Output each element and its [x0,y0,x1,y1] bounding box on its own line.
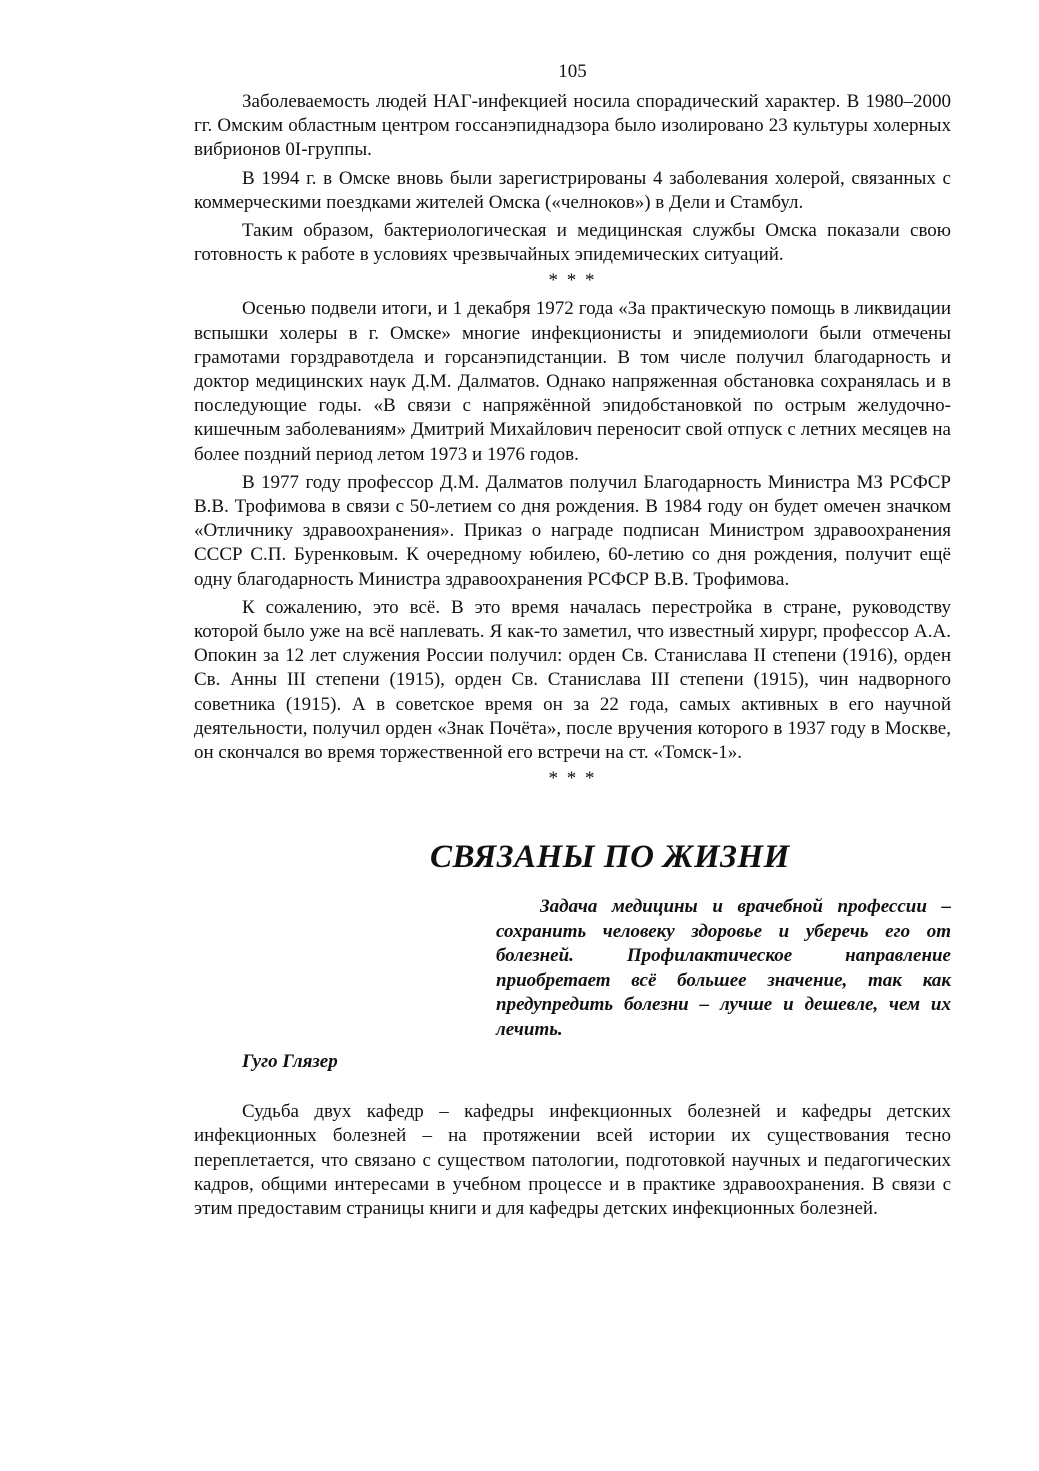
book-page [194,60,951,1225]
paragraph-two-departments: Судьба двух кафедр – кафедры инфекционных болезней и кафедры детских инфекционных болезней – на протяжении всей истории их существования тесно переплетается, что связано с существом патологии, подготовкой научных и педагогических кадров, общими интересами в учебном процессе и в практике здравоохранения. В связи с этим предоставим страницы книги и для кафедры детских инфекционных болезней. [194,1101,951,1220]
paragraph-autumn-1972: Осенью подвели итоги, и 1 декабря 1972 года «За практическую помощь в ликвидации вспышки холеры в г. Омске» многие инфекционисты и эпидемиологи были отмечены грамотами горздравотдела и горсанэпидстанции. В том числе получил благодарность и доктор медицинских наук Д.М. Далматов. Однако напряженная обстановка сохранялась и в последующие годы. «В связи с напряжённой эпидобстановкой по острым желудочно-кишечным заболеваниям» Дмитрий Михайлович переносит свой отпуск с летних месяцев на более поздний период летом 1973 и 1976 годов. [194,298,951,465]
paragraph-1977-award: В 1977 году профессор Д.М. Далматов получил Благодарность Министра МЗ РСФСР В.В. Трофимова в связи с 50-летием со дня рождения. В 1984 году он будет омечен значком «Отличнику здравоохранения». Приказ о награде подписан Министром здравоохранения СССР С.П. Буренковым. К очередному юбилею, 60-летию со дня рождения, получит ещё одну благодарность Министра здравоохранения РСФСР В.В. Трофимова. [194,471,951,590]
section-separator: * * * [548,270,597,292]
paragraph-readiness: Таким образом, бактериологическая и медицинская службы Омска показали свою готовность к работе в условиях чрезвычайных эпидемических ситуаций. [194,220,951,266]
epigraph-quote: Задача медицины и врачебной профессии – сохранить человеку здоровье и уберечь его от болезней. Профилактическое направление приобретает всё большее значение, так как предупредить болезни – лучше и дешевле, чем их лечить. [496,896,951,1040]
epigraph-author: Гуго Глязер [242,1051,338,1073]
paragraph-nag-infection: Заболеваемость людей НАГ-инфекцией носила спорадический характер. В 1980–2000 гг. Омским областным центром госсанэпиднадзора было изолировано 23 культуры холерных вибрионов 0I-группы. [194,91,951,161]
chapter-title: СВЯЗАНЫ ПО ЖИЗНИ [430,839,790,876]
paragraph-cholera-1994: В 1994 г. в Омске вновь были зарегистрированы 4 заболевания холерой, связанных с коммерческими поездками жителей Омска («челноков») в Дели и Стамбул. [194,167,951,213]
paragraph-perestroika: К сожалению, это всё. В это время началась перестройка в стране, руководству которой было уже на всё наплевать. Я как-то заметил, что известный хирург, профессор А.А. Опокин за 12 лет служения России получил: орден Св. Станислава II степени (1916), орден Св. Анны III степени (1915), орден Св. Станислава III степени (1915), чин надворного советника (1915). А в советское время он за 22 года, самых активных в его научной деятельности, получил орден «Знак Почёта», после вручения которого в 1937 году в Москве, он скончался во время торжественной его встречи на ст. «Томск-1». [194,596,951,764]
section-separator: * * * [548,768,597,790]
page-number: 105 [558,61,587,82]
